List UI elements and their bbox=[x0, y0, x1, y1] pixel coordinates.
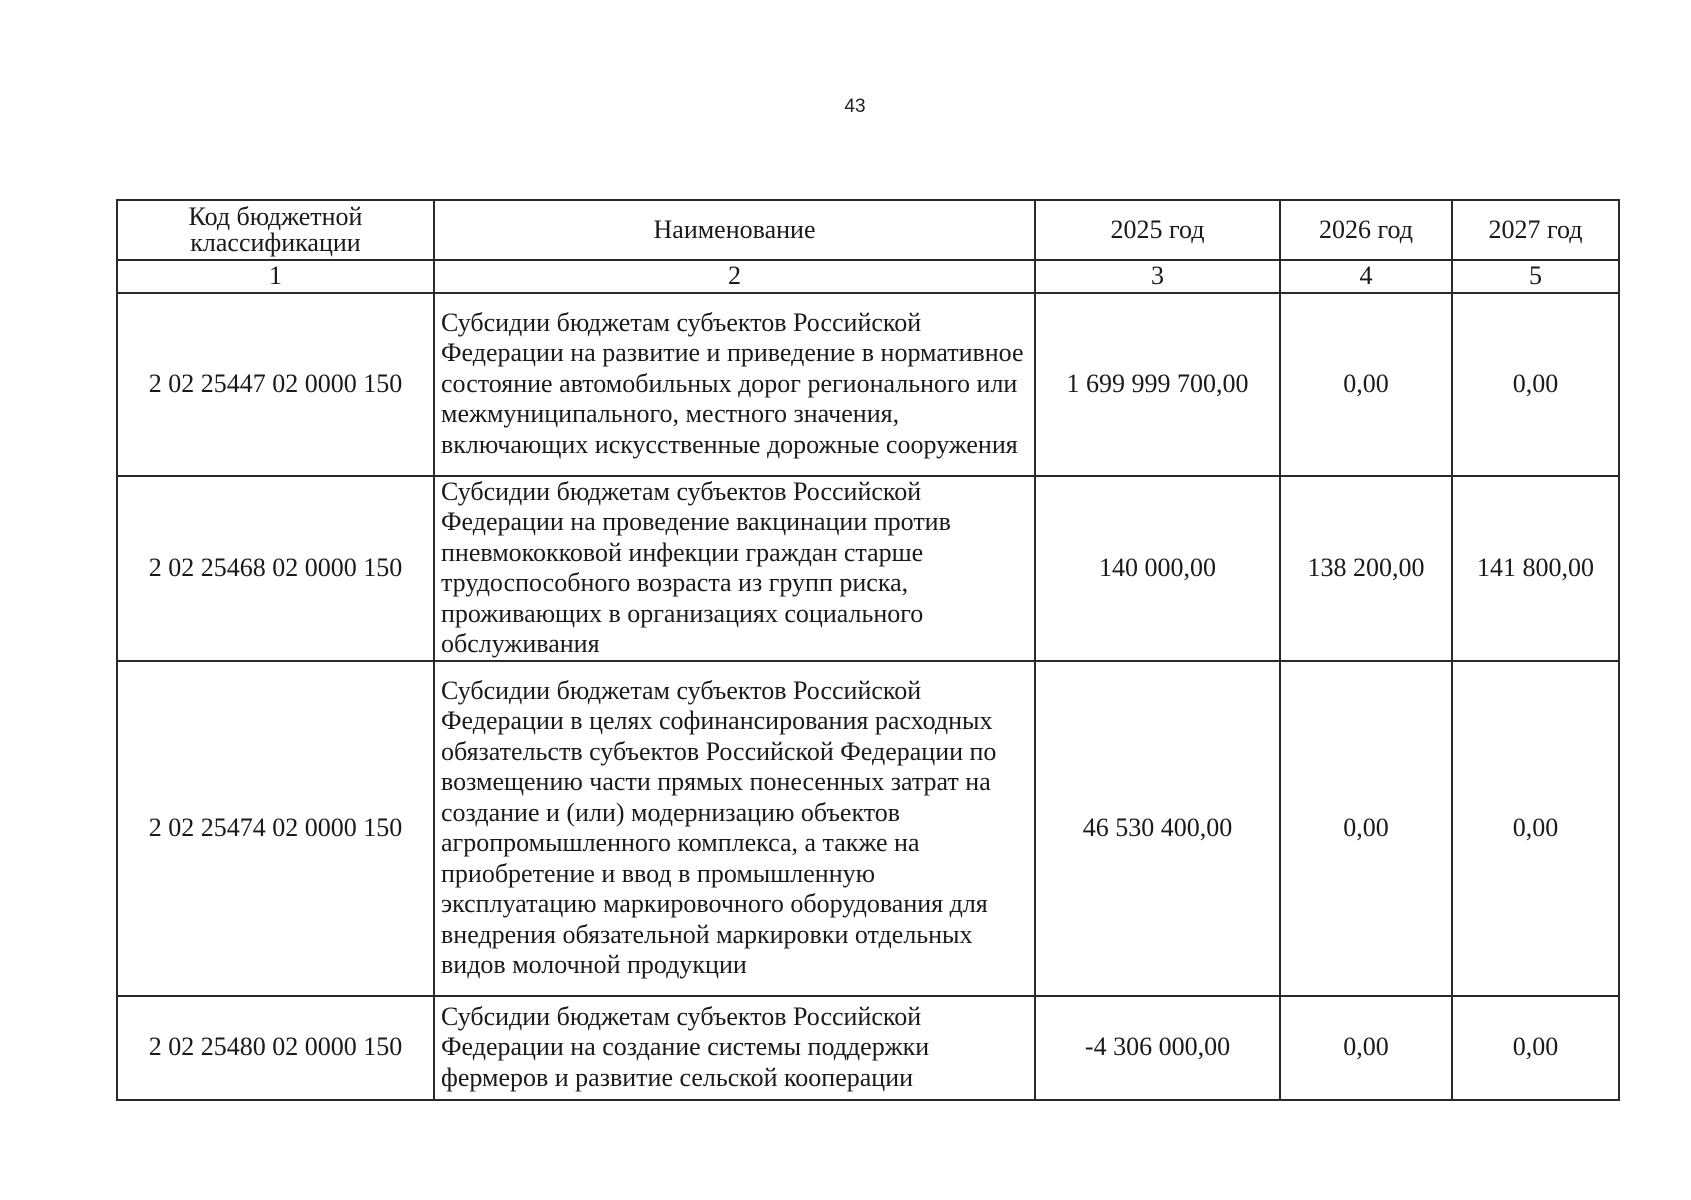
row-name: Субсидии бюджетам субъектов Российской Федерации в целях софинансирования расходных обязательств субъектов Российской Федерации по возмещению части прямых понесенных затрат на создание и (или) модернизацию объектов агропромышленного комплекса, а также на приобретение и ввод в промышленную эксплуатацию маркировочного оборудования для внедрения обязательной маркировки отдельных видов молочной продукции bbox=[434, 661, 1035, 996]
value-2026: 0,00 bbox=[1280, 293, 1452, 476]
column-number: 2 bbox=[434, 260, 1035, 293]
page-number: 43 bbox=[844, 96, 866, 117]
value-2027: 141 800,00 bbox=[1452, 476, 1619, 661]
header-code: Код бюджетной классификации bbox=[117, 200, 434, 260]
budget-code: 2 02 25468 02 0000 150 bbox=[117, 476, 434, 661]
header-2027: 2027 год bbox=[1452, 200, 1619, 260]
table-row bbox=[117, 476, 1619, 661]
budget-table bbox=[116, 199, 1620, 1101]
row-name: Субсидии бюджетам субъектов Российской Федерации на проведение вакцинации против пневмококковой инфекции граждан старше трудоспособного возраста из групп риска, проживающих в организациях социального обслуживания bbox=[434, 476, 1035, 661]
budget-code: 2 02 25474 02 0000 150 bbox=[117, 661, 434, 996]
table-row bbox=[117, 996, 1619, 1100]
table-row bbox=[117, 293, 1619, 476]
column-number: 1 bbox=[117, 260, 434, 293]
table-header-row bbox=[117, 200, 1619, 260]
column-number: 4 bbox=[1280, 260, 1452, 293]
column-number-row bbox=[117, 260, 1619, 293]
header-2026: 2026 год bbox=[1280, 200, 1452, 260]
value-2027: 0,00 bbox=[1452, 996, 1619, 1100]
column-number: 5 bbox=[1452, 260, 1619, 293]
row-name: Субсидии бюджетам субъектов Российской Федерации на развитие и приведение в нормативное состояние автомобильных дорог регионального или межмуниципального, местного значения, включающих искусственные дорожные сооружения bbox=[434, 293, 1035, 476]
value-2027: 0,00 bbox=[1452, 293, 1619, 476]
value-2025: 140 000,00 bbox=[1035, 476, 1280, 661]
header-2025: 2025 год bbox=[1035, 200, 1280, 260]
budget-code: 2 02 25480 02 0000 150 bbox=[117, 996, 434, 1100]
value-2025: 1 699 999 700,00 bbox=[1035, 293, 1280, 476]
value-2025: -4 306 000,00 bbox=[1035, 996, 1280, 1100]
value-2027: 0,00 bbox=[1452, 661, 1619, 996]
value-2026: 0,00 bbox=[1280, 661, 1452, 996]
column-number: 3 bbox=[1035, 260, 1280, 293]
row-name: Субсидии бюджетам субъектов Российской Федерации на создание системы поддержки фермеров и развитие сельской кооперации bbox=[434, 996, 1035, 1100]
header-name: Наименование bbox=[434, 200, 1035, 260]
budget-code: 2 02 25447 02 0000 150 bbox=[117, 293, 434, 476]
value-2026: 0,00 bbox=[1280, 996, 1452, 1100]
value-2025: 46 530 400,00 bbox=[1035, 661, 1280, 996]
value-2026: 138 200,00 bbox=[1280, 476, 1452, 661]
table-row bbox=[117, 661, 1619, 996]
